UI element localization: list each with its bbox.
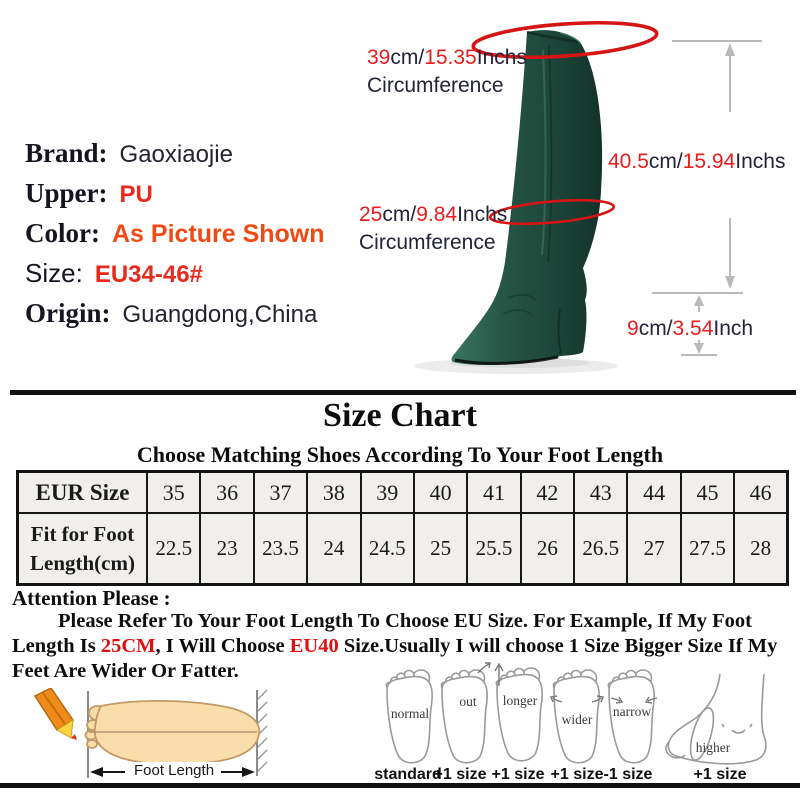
ankle-circumference-value (359, 204, 507, 226)
ankle-sep: cm/ (382, 203, 417, 226)
attention-text-3: Size.Usually I will choose 1 Size Bigger Size If My Feet Are Wider Or Fatter. (12, 635, 778, 682)
foot-wider-label: wider (561, 712, 593, 727)
foot-measure-diagram (15, 688, 285, 783)
foot-length-cell: 24 (307, 513, 360, 585)
foot-type-guide (372, 660, 798, 786)
upper-label: Upper: (25, 178, 108, 208)
color-value: As Picture Shown (111, 220, 325, 248)
product-color-row (25, 218, 325, 249)
top-circ-cm: 39 (367, 46, 391, 69)
top-circumference-value (367, 47, 527, 69)
product-origin-row (25, 298, 325, 329)
heel-cm: 9 (627, 317, 639, 340)
eur-size-cell: 36 (200, 472, 253, 514)
attention-text-2: , I Will Choose (155, 635, 290, 657)
eur-size-cell: 40 (414, 472, 467, 514)
top-circ-sep: cm/ (390, 46, 425, 69)
attention-highlight-25cm: 25CM (100, 635, 156, 657)
shaft-cm: 40.5 (608, 150, 649, 173)
foot-longer-label: longer (502, 693, 538, 708)
color-label: Color: (25, 218, 100, 248)
attention-highlight-eu40: EU40 (289, 635, 339, 657)
size-adjust-standard: standard (374, 766, 442, 783)
pencil-icon (35, 688, 77, 740)
eur-size-cell: 43 (574, 472, 627, 514)
size-label: Size: (25, 258, 83, 288)
eur-size-row (18, 472, 788, 514)
size-adjust-wider: +1 size (550, 766, 604, 783)
ankle-unit: Inchs (457, 203, 508, 226)
foot-out-label: out (459, 694, 477, 709)
attention-heading: Attention Please : (12, 586, 171, 610)
foot-length-cell: 23 (200, 513, 253, 585)
origin-value: Guangdong,China (122, 301, 318, 328)
size-adjust-higher: +1 size (693, 766, 747, 783)
size-chart-title: Size Chart (323, 397, 477, 434)
size-value: EU34-46# (94, 261, 203, 288)
eur-size-cell: 42 (521, 472, 574, 514)
ankle-cm: 25 (359, 203, 383, 226)
origin-label: Origin: (25, 298, 111, 328)
eur-size-header: EUR Size (18, 472, 148, 514)
foot-length-cell: 25.5 (467, 513, 520, 585)
product-info (25, 138, 325, 338)
measured-foot (86, 701, 260, 765)
heel-sep: cm/ (638, 317, 673, 340)
shaft-sep: cm/ (648, 150, 683, 173)
top-circ-unit: Inchs (476, 46, 527, 69)
foot-length-cell: 27.5 (681, 513, 734, 585)
foot-length-cell: 27 (627, 513, 680, 585)
size-chart-subtitle: Choose Matching Shoes According To Your Foot Length (136, 442, 664, 467)
heel-height-value (627, 318, 753, 340)
shaft-unit: Inchs (735, 150, 786, 173)
top-circumference-caption: Circumference (367, 74, 504, 97)
eur-size-cell: 44 (627, 472, 680, 514)
brand-label: Brand: (25, 138, 108, 168)
foot-length-cell: 26.5 (574, 513, 627, 585)
foot-length-cell: 25 (414, 513, 467, 585)
upper-value: PU (119, 181, 153, 208)
foot-normal-label: normal (390, 706, 430, 721)
foot-longer-icon (496, 668, 542, 761)
foot-out-icon (441, 670, 487, 763)
eur-size-cell: 46 (734, 472, 787, 514)
brand-value: Gaoxiaojie (119, 141, 233, 168)
foot-length-cell: 22.5 (147, 513, 200, 585)
heel-inch: 3.54 (672, 317, 714, 340)
divider-top (10, 390, 796, 395)
product-brand-row (25, 138, 325, 169)
foot-length-cell: 26 (521, 513, 574, 585)
size-adjust-out: +1 size (433, 766, 487, 783)
shaft-inch: 15.94 (682, 150, 736, 173)
top-circ-inch: 15.35 (424, 46, 477, 69)
ankle-inch: 9.84 (416, 203, 458, 226)
product-upper-row (25, 178, 325, 209)
eur-size-cell: 41 (467, 472, 520, 514)
heel-unit: Inch (713, 317, 754, 340)
size-adjust-longer: +1 size (491, 766, 545, 783)
attention-text-1: Please Refer To Your Foot Length To Choose EU Size. For Example, If My Foot Length Is (12, 610, 752, 657)
product-size-row (25, 258, 325, 289)
eur-size-cell: 38 (307, 472, 360, 514)
foot-length-cell: 24.5 (361, 513, 414, 585)
foot-narrow-label: narrow (612, 704, 652, 719)
eur-size-cell: 35 (147, 472, 200, 514)
foot-length-header: Fit for Foot Length(cm) (18, 513, 148, 585)
size-adjust-narrow: -1 size (603, 766, 653, 783)
shaft-height-value (608, 151, 785, 173)
eur-size-cell: 37 (254, 472, 307, 514)
ankle-circumference-caption: Circumference (359, 231, 496, 254)
foot-length-label: Foot Length (128, 762, 220, 779)
eur-size-cell: 39 (361, 472, 414, 514)
foot-length-row (18, 513, 788, 585)
eur-size-cell: 45 (681, 472, 734, 514)
foot-length-cell: 28 (734, 513, 787, 585)
size-chart-table (16, 470, 789, 586)
foot-length-cell: 23.5 (254, 513, 307, 585)
foot-higher-label: higher (695, 740, 731, 755)
divider-bottom (0, 783, 800, 788)
